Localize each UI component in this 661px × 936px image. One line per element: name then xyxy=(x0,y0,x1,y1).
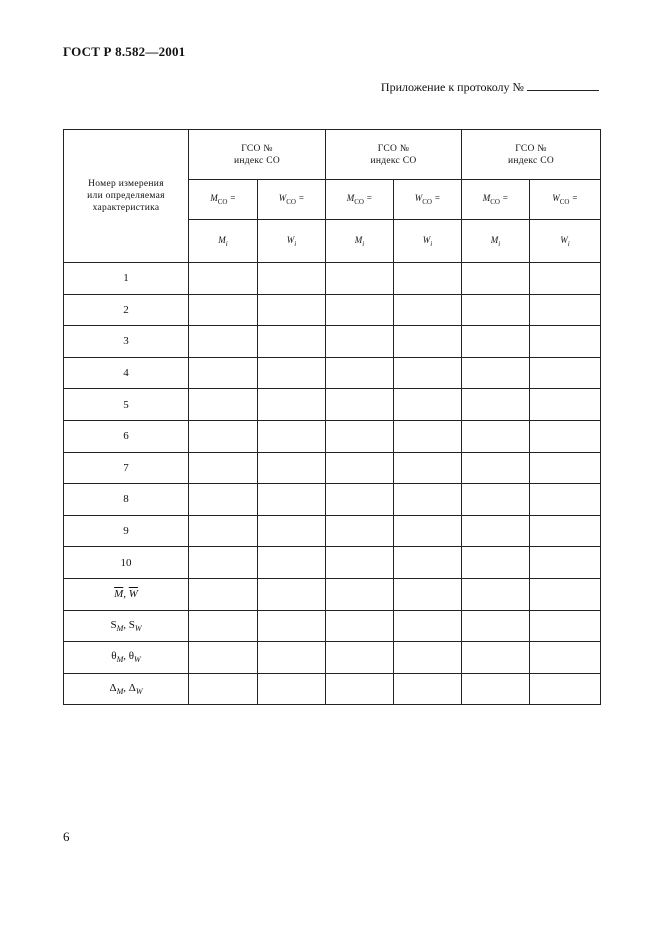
quantity-subscript: i xyxy=(225,239,228,248)
gso-number-label: ГСО № xyxy=(515,143,547,154)
measurement-protocol-table xyxy=(63,129,601,705)
row-header-label: Номер измерения или определяемая характеристика xyxy=(87,179,165,213)
statistic-label-theta xyxy=(64,642,189,674)
quantity-cell xyxy=(530,220,601,263)
symbol-a: S xyxy=(110,618,117,631)
parameter-subscript: CO xyxy=(422,197,432,206)
value-cell[interactable] xyxy=(258,263,326,295)
gso-number-label: ГСО № xyxy=(377,143,410,154)
value-cell[interactable] xyxy=(258,357,326,389)
value-cell[interactable] xyxy=(326,515,394,547)
subscript-b: W xyxy=(134,623,142,633)
value-cell[interactable] xyxy=(258,294,326,326)
value-cell[interactable] xyxy=(326,610,394,642)
quantity-cell xyxy=(462,220,530,263)
value-cell[interactable] xyxy=(326,263,394,295)
quantity-cell xyxy=(326,220,394,263)
value-cell[interactable] xyxy=(258,673,326,705)
measurement-row xyxy=(64,389,601,421)
value-cell[interactable] xyxy=(394,673,462,705)
value-cell[interactable] xyxy=(530,515,601,547)
measurement-number: 8 xyxy=(64,484,189,516)
subscript-a: M xyxy=(116,623,124,633)
measurement-number: 2 xyxy=(64,294,189,326)
parameter-subscript: CO xyxy=(490,197,500,206)
symbol-a: Δ xyxy=(109,681,117,694)
value-cell[interactable] xyxy=(189,389,258,421)
value-cell[interactable] xyxy=(189,263,258,295)
measurement-row xyxy=(64,326,601,358)
symbol-b: Δ xyxy=(128,681,136,694)
value-cell[interactable] xyxy=(189,294,258,326)
mean-w-symbol: $\overline{W}$ xyxy=(128,588,138,601)
parameter-cell xyxy=(189,180,258,220)
parameter-subscript: CO xyxy=(559,197,570,206)
value-cell[interactable] xyxy=(189,547,258,579)
parameter-equals: = xyxy=(569,193,578,204)
value-cell[interactable] xyxy=(326,547,394,579)
subscript-a: M xyxy=(116,655,124,665)
parameter-cell xyxy=(394,180,462,220)
value-cell[interactable] xyxy=(189,484,258,516)
separator: , xyxy=(123,650,129,663)
appendix-label: Приложение к протоколу № xyxy=(380,80,524,94)
symbol-a: θ xyxy=(111,650,117,663)
quantity-subscript: i xyxy=(498,239,501,248)
value-cell[interactable] xyxy=(258,578,326,610)
value-cell[interactable] xyxy=(189,642,258,674)
parameter-symbol: M xyxy=(210,193,218,204)
value-cell[interactable] xyxy=(326,452,394,484)
row-header-cell xyxy=(64,130,189,263)
measurement-row xyxy=(64,515,601,547)
page-number: 6 xyxy=(63,829,70,844)
measurement-row xyxy=(64,263,601,295)
statistic-row-mean xyxy=(64,578,601,610)
value-cell[interactable] xyxy=(394,578,462,610)
measurement-number: 3 xyxy=(64,326,189,358)
measurement-row xyxy=(64,357,601,389)
parameter-symbol: W xyxy=(552,193,560,204)
value-cell[interactable] xyxy=(530,420,601,452)
value-cell[interactable] xyxy=(394,610,462,642)
value-cell[interactable] xyxy=(258,484,326,516)
value-cell[interactable] xyxy=(394,357,462,389)
value-cell[interactable] xyxy=(258,547,326,579)
value-cell[interactable] xyxy=(258,642,326,674)
value-cell[interactable] xyxy=(394,515,462,547)
value-cell[interactable] xyxy=(326,642,394,674)
value-cell[interactable] xyxy=(394,642,462,674)
measurement-row xyxy=(64,484,601,516)
parameter-cell xyxy=(258,180,326,220)
value-cell[interactable] xyxy=(326,420,394,452)
value-cell[interactable] xyxy=(258,420,326,452)
quantity-symbol: M xyxy=(490,234,499,245)
symbol-b: θ xyxy=(128,650,135,663)
parameter-cell xyxy=(530,180,601,220)
statistic-label-delta xyxy=(64,673,189,705)
gso-number-label: ГСО № xyxy=(241,143,273,154)
value-cell[interactable] xyxy=(530,263,601,295)
quantity-symbol: M xyxy=(354,234,363,245)
measurement-number: 7 xyxy=(64,452,189,484)
value-cell[interactable] xyxy=(258,515,326,547)
gso-index-label: индекс СО xyxy=(370,155,417,166)
quantity-subscript: i xyxy=(567,239,570,248)
value-cell[interactable] xyxy=(189,673,258,705)
subscript-b: W xyxy=(135,687,143,697)
value-cell[interactable] xyxy=(530,547,601,579)
parameter-symbol: W xyxy=(278,193,287,204)
measurement-row xyxy=(64,420,601,452)
value-cell[interactable] xyxy=(394,389,462,421)
measurement-number: 1 xyxy=(64,263,189,295)
quantity-symbol: W xyxy=(560,234,568,245)
measurement-number: 10 xyxy=(64,547,189,579)
value-cell[interactable] xyxy=(530,673,601,705)
measurement-number: 6 xyxy=(64,420,189,452)
measurement-number: 4 xyxy=(64,357,189,389)
parameter-subscript: CO xyxy=(286,197,296,206)
mean-m-symbol: $\overline{M}$ xyxy=(114,588,124,601)
parameter-equals: = xyxy=(431,193,441,204)
value-cell[interactable] xyxy=(326,357,394,389)
value-cell[interactable] xyxy=(530,326,601,358)
value-cell[interactable] xyxy=(189,515,258,547)
value-cell[interactable] xyxy=(530,389,601,421)
statistic-label-mean xyxy=(64,578,189,610)
value-cell[interactable] xyxy=(394,294,462,326)
value-cell[interactable] xyxy=(530,484,601,516)
value-cell[interactable] xyxy=(462,610,530,642)
statistic-row-sd xyxy=(64,610,601,642)
measurement-row xyxy=(64,294,601,326)
value-cell[interactable] xyxy=(394,326,462,358)
value-cell[interactable] xyxy=(326,484,394,516)
separator: , xyxy=(123,618,129,631)
value-cell[interactable] xyxy=(189,357,258,389)
value-cell[interactable] xyxy=(462,578,530,610)
value-cell[interactable] xyxy=(530,452,601,484)
value-cell[interactable] xyxy=(258,452,326,484)
value-cell[interactable] xyxy=(462,357,530,389)
value-cell[interactable] xyxy=(326,294,394,326)
gso-index-label: индекс СО xyxy=(507,155,555,166)
value-cell[interactable] xyxy=(258,610,326,642)
document-code: ГОСТ Р 8.582—2001 xyxy=(63,44,186,59)
value-cell[interactable] xyxy=(189,578,258,610)
value-cell[interactable] xyxy=(530,642,601,674)
measurement-row xyxy=(64,452,601,484)
quantity-cell xyxy=(189,220,258,263)
separator: , xyxy=(123,588,129,601)
value-cell[interactable] xyxy=(394,420,462,452)
quantity-subscript: i xyxy=(430,239,433,248)
statistic-label-sd xyxy=(64,610,189,642)
value-cell[interactable] xyxy=(189,326,258,358)
quantity-symbol: W xyxy=(422,234,431,245)
value-cell[interactable] xyxy=(394,452,462,484)
parameter-equals: = xyxy=(227,193,236,204)
quantity-cell xyxy=(394,220,462,263)
value-cell[interactable] xyxy=(462,515,530,547)
parameter-symbol: W xyxy=(414,193,423,204)
parameter-symbol: M xyxy=(482,193,491,204)
separator: , xyxy=(123,681,129,694)
value-cell[interactable] xyxy=(530,610,601,642)
value-cell[interactable] xyxy=(462,263,530,295)
value-cell[interactable] xyxy=(530,294,601,326)
symbol-b: S xyxy=(128,618,135,631)
parameter-cell xyxy=(326,180,394,220)
parameter-subscript: CO xyxy=(217,197,228,206)
value-cell[interactable] xyxy=(462,452,530,484)
value-cell[interactable] xyxy=(326,389,394,421)
group-header-row xyxy=(64,130,601,180)
quantity-subscript: i xyxy=(294,239,297,248)
value-cell[interactable] xyxy=(530,578,601,610)
statistic-row-delta xyxy=(64,673,601,705)
measurement-number: 5 xyxy=(64,389,189,421)
value-cell[interactable] xyxy=(326,673,394,705)
value-cell[interactable] xyxy=(326,578,394,610)
measurement-row xyxy=(64,547,601,579)
value-cell[interactable] xyxy=(462,326,530,358)
quantity-symbol: M xyxy=(218,234,226,245)
gso-group-3 xyxy=(462,130,601,180)
value-cell[interactable] xyxy=(530,357,601,389)
gso-index-label: индекс СО xyxy=(233,155,281,166)
value-cell[interactable] xyxy=(462,389,530,421)
value-cell[interactable] xyxy=(462,420,530,452)
quantity-cell xyxy=(258,220,326,263)
value-cell[interactable] xyxy=(462,642,530,674)
value-cell[interactable] xyxy=(462,547,530,579)
value-cell[interactable] xyxy=(462,673,530,705)
subscript-a: M xyxy=(116,687,124,697)
value-cell[interactable] xyxy=(462,294,530,326)
protocol-number-blank xyxy=(527,81,599,91)
value-cell[interactable] xyxy=(462,484,530,516)
value-cell[interactable] xyxy=(189,420,258,452)
parameter-equals: = xyxy=(295,193,305,204)
value-cell[interactable] xyxy=(394,263,462,295)
parameter-subscript: CO xyxy=(354,197,364,206)
gso-group-1 xyxy=(189,130,326,180)
value-cell[interactable] xyxy=(394,547,462,579)
value-cell[interactable] xyxy=(326,326,394,358)
value-cell[interactable] xyxy=(189,610,258,642)
quantity-subscript: i xyxy=(362,239,365,248)
parameter-equals: = xyxy=(499,193,509,204)
parameter-cell xyxy=(462,180,530,220)
value-cell[interactable] xyxy=(394,484,462,516)
parameter-equals: = xyxy=(363,193,373,204)
appendix-note xyxy=(381,80,599,95)
subscript-b: W xyxy=(134,655,141,665)
statistic-row-theta xyxy=(64,642,601,674)
value-cell[interactable] xyxy=(258,389,326,421)
quantity-symbol: W xyxy=(286,234,295,245)
gso-group-2 xyxy=(326,130,462,180)
value-cell[interactable] xyxy=(189,452,258,484)
measurement-number: 9 xyxy=(64,515,189,547)
value-cell[interactable] xyxy=(258,326,326,358)
parameter-symbol: M xyxy=(346,193,355,204)
